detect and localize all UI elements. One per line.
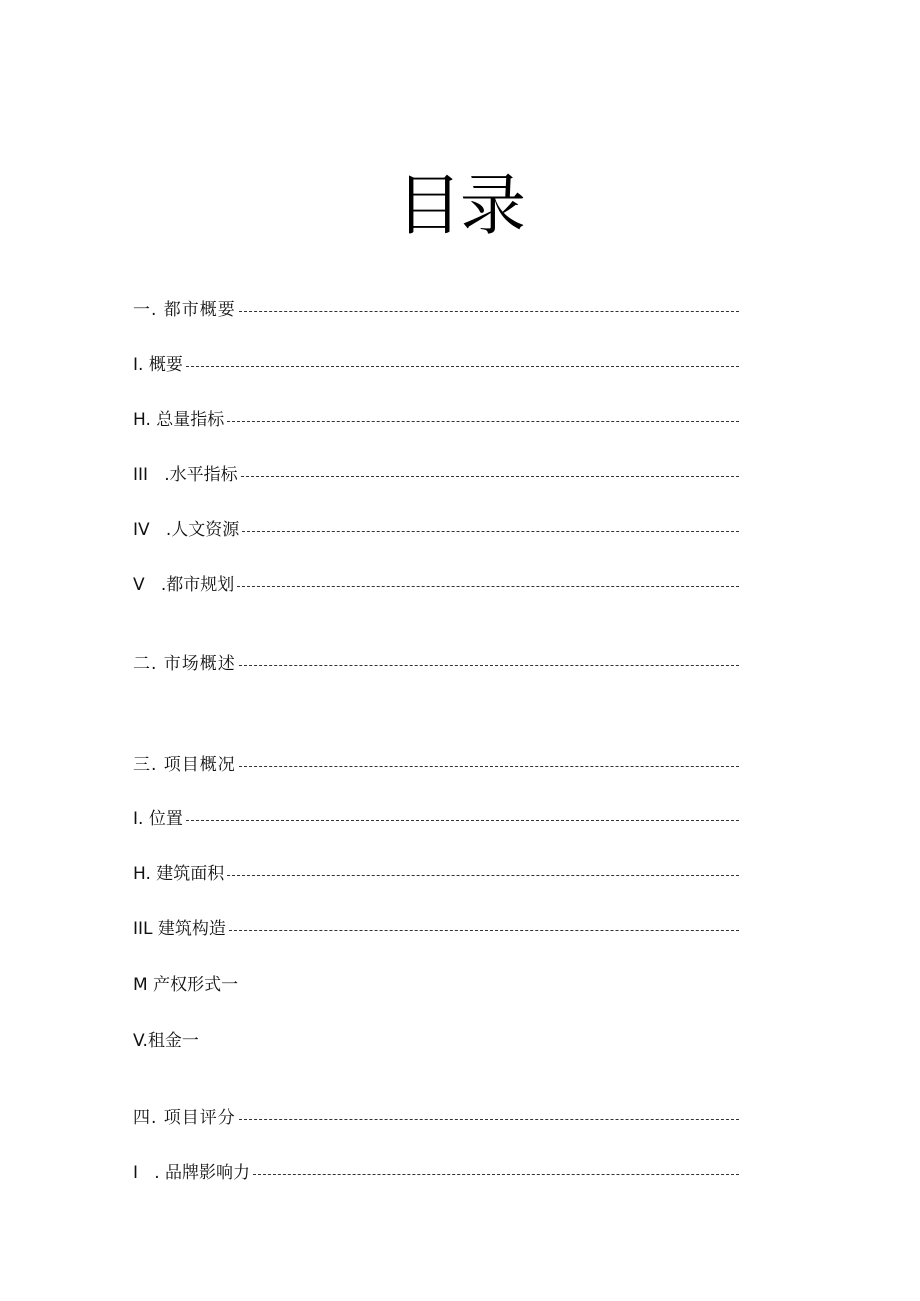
page-title: 目录: [396, 167, 524, 244]
toc-leader: [186, 366, 739, 367]
toc-entry-section-3[interactable]: [133, 752, 739, 778]
toc-label: V .都市规划: [133, 575, 235, 595]
toc-leader: [239, 311, 739, 312]
toc-leader: [237, 586, 739, 587]
toc-entry-4-1[interactable]: [133, 1160, 739, 1186]
toc-label: V.租金一: [133, 1031, 199, 1051]
toc-entry-1-5[interactable]: [133, 572, 739, 598]
toc-leader: [253, 1174, 739, 1175]
toc-entry-section-4[interactable]: [133, 1105, 739, 1131]
toc-entry-1-1[interactable]: [133, 352, 739, 378]
toc-label: III .水平指标: [133, 465, 238, 485]
toc-entry-3-5[interactable]: [133, 1028, 199, 1054]
toc-label: IIL 建筑构造: [133, 919, 226, 939]
toc-label: IV .人文资源: [133, 520, 240, 540]
toc-leader: [239, 665, 739, 666]
toc-leader: [227, 421, 739, 422]
toc-entry-section-1[interactable]: [133, 297, 739, 323]
toc-label: M 产权形式一: [133, 975, 239, 995]
toc-entry-3-3[interactable]: [133, 916, 739, 942]
toc-entry-1-3[interactable]: [133, 462, 739, 488]
toc-label: 四. 项目评分: [133, 1108, 236, 1128]
toc-label: I . 品牌影响力: [133, 1163, 251, 1183]
toc-entry-section-2[interactable]: [133, 651, 739, 677]
toc-entry-3-4[interactable]: [133, 972, 238, 998]
toc-entry-1-4[interactable]: [133, 517, 739, 543]
toc-leader: [239, 1119, 739, 1120]
toc-entry-3-1[interactable]: [133, 806, 739, 832]
toc-label: H. 建筑面积: [133, 864, 225, 884]
toc-entry-3-2[interactable]: [133, 861, 739, 887]
toc-leader: [242, 531, 739, 532]
toc-label: 一. 都市概要: [133, 300, 236, 320]
toc-label: I. 概要: [133, 355, 183, 375]
toc-label: H. 总量指标: [133, 410, 225, 430]
toc-leader: [229, 930, 739, 931]
toc-label: 三. 项目概况: [133, 755, 236, 775]
toc-leader: [227, 875, 739, 876]
toc-leader: [239, 766, 739, 767]
toc-leader: [186, 820, 739, 821]
toc-entry-1-2[interactable]: [133, 407, 739, 433]
toc-label: 二. 市场概述: [133, 654, 236, 674]
toc-leader: [241, 476, 739, 477]
toc-label: I. 位置: [133, 809, 183, 829]
